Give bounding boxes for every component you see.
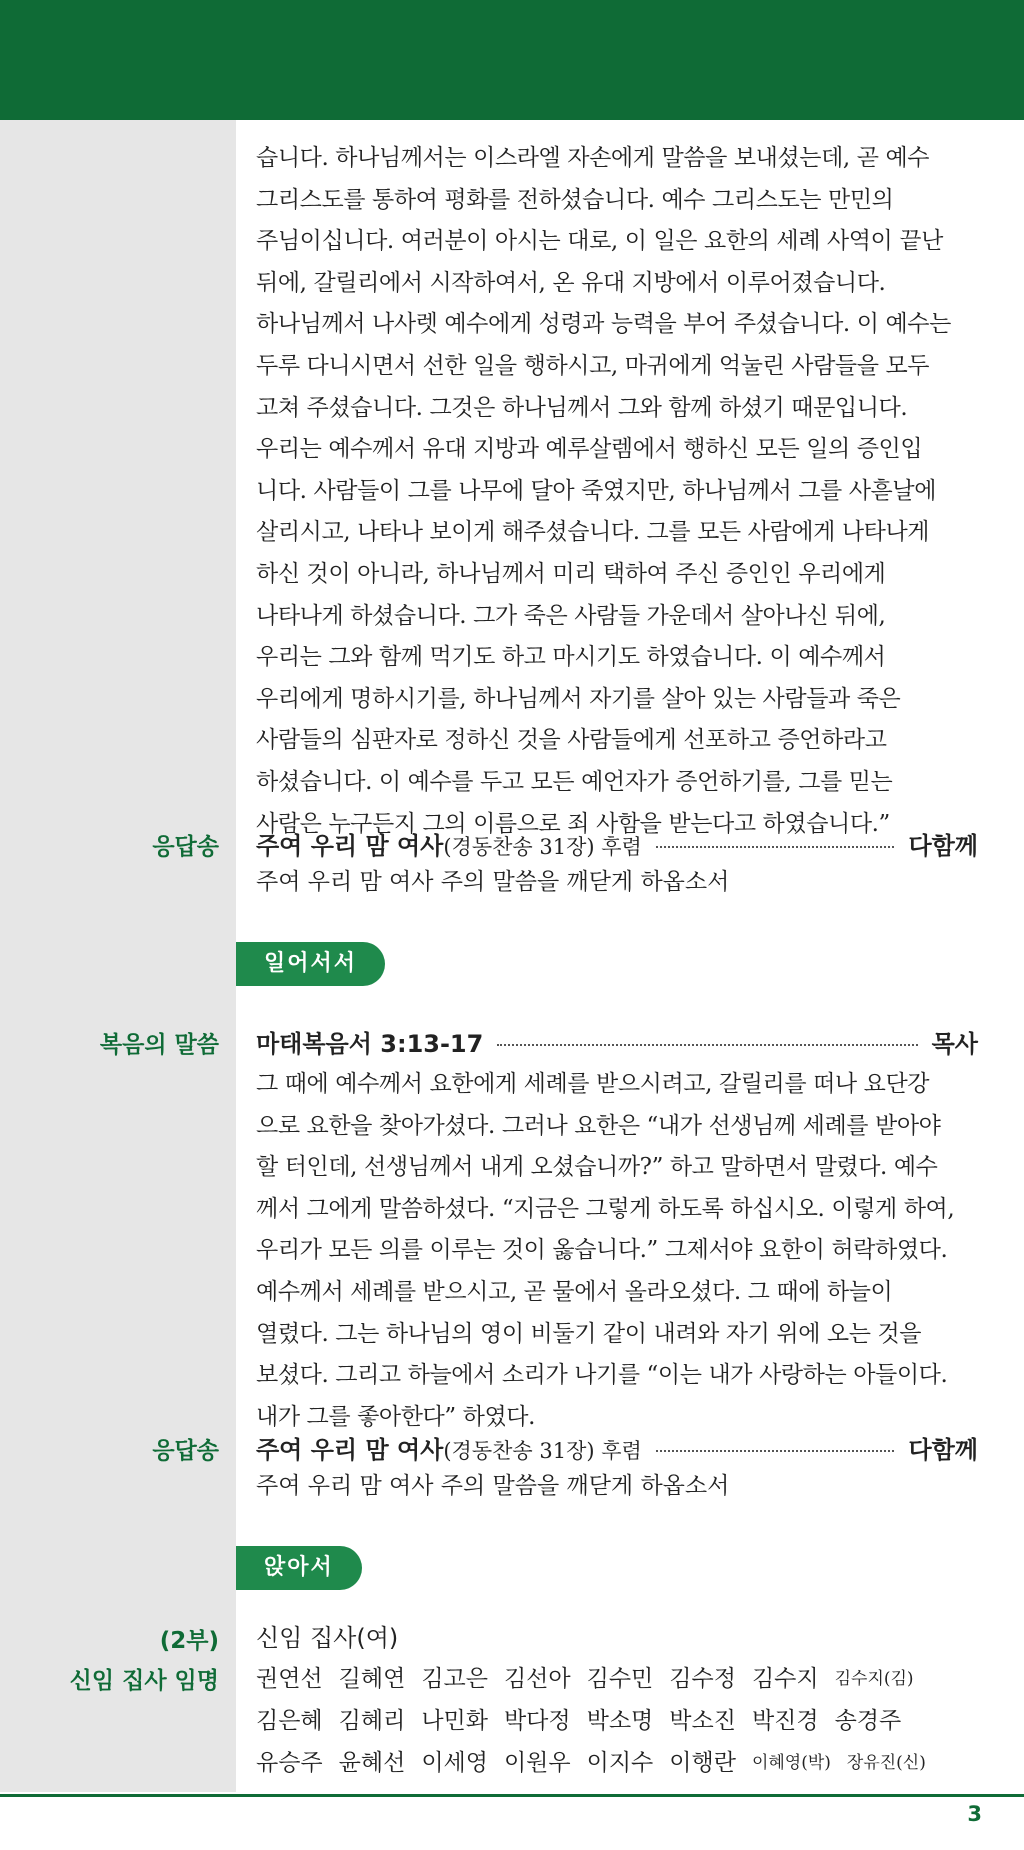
text-line: 두루 다니시면서 선한 일을 행하시고, 마귀에게 억눌린 사람들을 모두 [256, 352, 930, 379]
text-line: 고쳐 주셨습니다. 그것은 하나님께서 그와 함께 하셨기 때문입니다. [256, 394, 908, 421]
deacon-name: 길혜연 [338, 1666, 406, 1692]
text-line: 그리스도를 통하여 평화를 전하셨습니다. 예수 그리스도는 만민의 [256, 186, 894, 213]
left-label-column [0, 120, 236, 1792]
text-line: 으로 요한을 찾아가셨다. 그러나 요한은 “내가 선생님께 세례를 받아야 [256, 1112, 941, 1139]
dot-leader [656, 846, 895, 848]
performer: 다함께 [908, 832, 978, 860]
name-row [256, 1700, 996, 1742]
text-line: 뒤에, 갈릴리에서 시작하여서, 온 유대 지방에서 이루어졌습니다. [256, 269, 886, 296]
response-label: 응답송 [152, 834, 219, 860]
hymn-ref: (경동찬송 31장) 후렴 [443, 835, 642, 859]
deacon-name: 박소진 [669, 1708, 736, 1734]
reader: 목사 [931, 1030, 978, 1058]
appointment-label: 신임 집사 임명 [69, 1668, 219, 1694]
reading-continued [256, 138, 978, 845]
footer-rule [0, 1794, 1024, 1797]
part-label: (2부) [159, 1628, 219, 1654]
text-line: 내가 그를 좋아한다” 하였다. [256, 1403, 536, 1430]
text-line: 열렸다. 그는 하나님의 영이 비둘기 같이 내려와 자기 위에 오는 것을 [256, 1320, 922, 1347]
deacon-name: 나민화 [421, 1708, 488, 1734]
deacon-name: 박진경 [751, 1708, 819, 1734]
deacon-name: 김수지(김) [834, 1669, 914, 1689]
deacon-name: 박소명 [586, 1708, 654, 1734]
hymn-lyric: 주여 우리 맘 여사 주의 말씀을 깨닫게 하옵소서 [256, 869, 730, 895]
text-line: 우리는 예수께서 유대 지방과 예루살렘에서 행하신 모든 일의 증인입 [256, 436, 923, 463]
dot-leader [656, 1450, 895, 1452]
deacon-name: 김선아 [503, 1666, 571, 1692]
text-line: 하셨습니다. 이 예수를 두고 모든 예언자가 증언하기를, 그를 믿는 [256, 768, 893, 795]
stand-badge: 일어서서 [236, 942, 385, 986]
text-line: 께서 그에게 말씀하셨다. “지금은 그렇게 하도록 하십시오. 이렇게 하여, [256, 1195, 955, 1222]
hymn-title: 주여 우리 맘 여사 [256, 832, 444, 860]
header-band [0, 0, 1024, 120]
text-line: 할 터인데, 선생님께서 내게 오셨습니까?” 하고 말하면서 말렸다. 예수 [256, 1154, 938, 1181]
text-line: 살리시고, 나타나 보이게 해주셨습니다. 그를 모든 사람에게 나타나게 [256, 519, 930, 546]
text-line: 사람들의 심판자로 정하신 것을 사람들에게 선포하고 증언하라고 [256, 727, 887, 754]
text-line: 그 때에 예수께서 요한에게 세례를 받으시려고, 갈릴리를 떠나 요단강 [256, 1071, 930, 1097]
deacon-name: 이원우 [503, 1750, 571, 1776]
hymn-ref: (경동찬송 31장) 후렴 [443, 1439, 642, 1463]
deacon-names [256, 1658, 996, 1784]
text-line: 하나님께서 나사렛 예수에게 성령과 능력을 부어 주셨습니다. 이 예수는 [256, 311, 951, 338]
hymn-lyric: 주여 우리 맘 여사 주의 말씀을 깨닫게 하옵소서 [256, 1473, 730, 1499]
deacon-name: 권연선 [256, 1666, 323, 1692]
text-line: 주님이십니다. 여러분이 아시는 대로, 이 일은 요한의 세례 사역이 끝난 [256, 228, 943, 255]
deacon-name: 김수정 [669, 1666, 736, 1692]
deacon-name: 윤혜선 [338, 1750, 406, 1776]
deacon-name: 장유진(신) [846, 1753, 926, 1773]
deacon-name: 이세영 [421, 1750, 488, 1776]
text-line: 예수께서 세례를 받으시고, 곧 물에서 올라오셨다. 그 때에 하늘이 [256, 1278, 893, 1305]
text-line: 하신 것이 아니라, 하나님께서 미리 택하여 주신 증인인 우리에게 [256, 560, 886, 587]
name-row [256, 1658, 996, 1700]
gospel-title-row [256, 1024, 978, 1059]
deacon-name: 이지수 [586, 1750, 654, 1776]
appointment-heading: 신임 집사(여) [256, 1624, 399, 1652]
text-line: 나타나게 하셨습니다. 그가 죽은 사람들 가운데서 살아나신 뒤에, [256, 602, 886, 629]
hymn-title: 주여 우리 맘 여사 [256, 1436, 444, 1464]
name-row [256, 1742, 996, 1784]
performer: 다함께 [908, 1436, 978, 1464]
page-number: 3 [967, 1802, 982, 1826]
response-song-row [256, 1430, 978, 1465]
deacon-name: 이혜영(박) [751, 1753, 831, 1773]
response-label: 응답송 [152, 1438, 219, 1464]
gospel-label: 복음의 말씀 [99, 1032, 219, 1058]
response-song-row [256, 826, 978, 861]
text-line: 사람은 누구든지 그의 이름으로 죄 사함을 받는다고 하였습니다.” [256, 810, 890, 837]
dot-leader [497, 1044, 917, 1046]
sit-badge: 앉아서 [236, 1546, 362, 1590]
text-line: 우리는 그와 함께 먹기도 하고 마시기도 하였습니다. 이 예수께서 [256, 644, 886, 671]
text-line: 우리가 모든 의를 이루는 것이 옳습니다.” 그제서야 요한이 허락하였다. [256, 1237, 948, 1264]
deacon-name: 김수민 [586, 1666, 654, 1692]
text-line: 습니다. 하나님께서는 이스라엘 자손에게 말씀을 보내셨는데, 곧 예수 [256, 145, 930, 171]
deacon-name: 김은혜 [256, 1708, 323, 1734]
deacon-name: 송경주 [834, 1708, 902, 1734]
text-line: 니다. 사람들이 그를 나무에 달아 죽였지만, 하나님께서 그를 사흗날에 [256, 477, 937, 504]
deacon-name: 김고은 [421, 1666, 488, 1692]
deacon-name: 박다정 [503, 1708, 571, 1734]
deacon-name: 김수지 [751, 1666, 819, 1692]
gospel-text [256, 1064, 978, 1438]
deacon-name: 유승주 [256, 1750, 323, 1776]
deacon-name: 김혜리 [338, 1708, 406, 1734]
text-line: 보셨다. 그리고 하늘에서 소리가 나기를 “이는 내가 사랑하는 아들이다. [256, 1362, 948, 1389]
scripture-ref: 마태복음서 3:13-17 [256, 1030, 484, 1058]
deacon-name: 이행란 [669, 1750, 736, 1776]
text-line: 우리에게 명하시기를, 하나님께서 자기를 살아 있는 사람들과 죽은 [256, 685, 901, 712]
